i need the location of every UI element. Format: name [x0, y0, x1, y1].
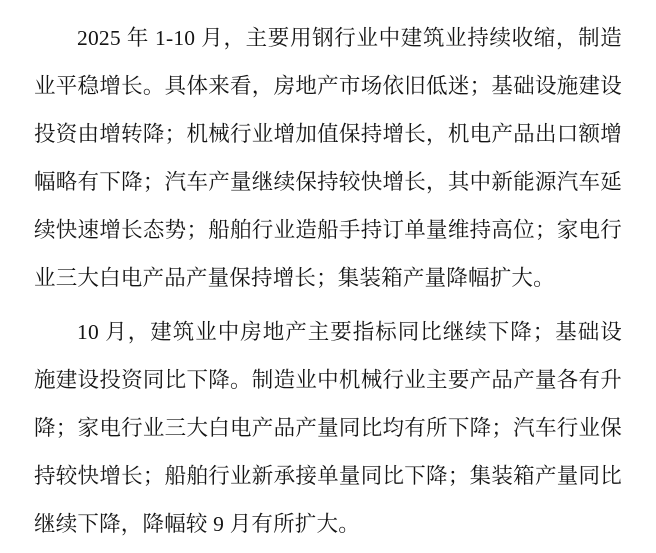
- paragraph-1: 2025 年 1-10 月，主要用钢行业中建筑业持续收缩，制造业平稳增长。具体来看，房地产市场依旧低迷；基础设施建设投资由增转降；机械行业增加值保持增长，机电产品出口额增幅略有下降；汽车产量继续保持较快增长，其中新能源汽车延续快速增长态势；船舶行业造船手持订单量维持高位；家电行业三大白电产品产量保持增长；集装箱产量降幅扩大。: [34, 26, 622, 290]
- paragraph-2: 10 月，建筑业中房地产主要指标同比继续下降；基础设施建设投资同比下降。制造业中机械行业主要产品产量各有升降；家电行业三大白电产品产量同比均有所下降；汽车行业保持较快增长；船舶行业新承接单量同比下降；集装箱产量同比继续下降，降幅较 9 月有所扩大。: [34, 320, 622, 536]
